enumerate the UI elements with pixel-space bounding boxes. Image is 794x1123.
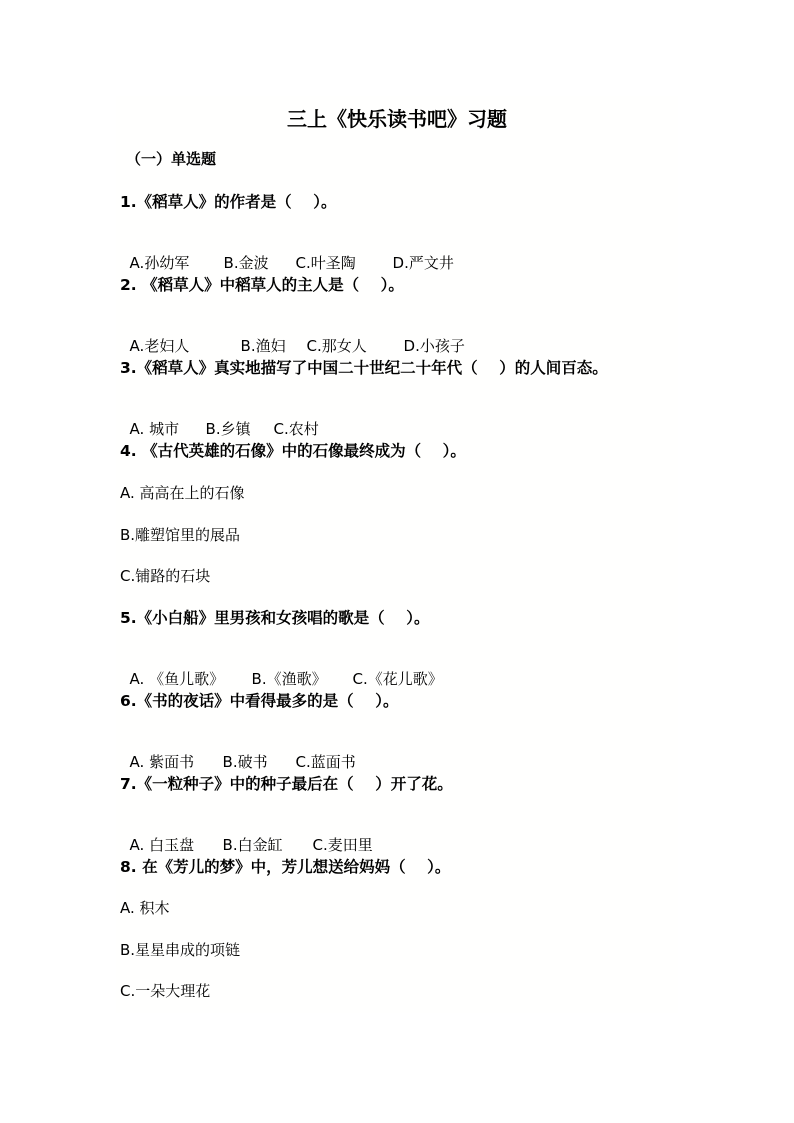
question-8-option-c: C.一朵大理花	[120, 982, 211, 1000]
option-b: B.白金缸	[222, 836, 283, 854]
option-a: A.老妇人	[129, 337, 190, 355]
question-6: 6.《书的夜话》中看得最多的是（ ）。	[120, 692, 399, 710]
option-b: B.金波	[223, 254, 269, 272]
question-7-options	[120, 815, 373, 855]
question-4: 4. 《古代英雄的石像》中的石像最终成为（ ）。	[120, 442, 466, 460]
option-a: A.孙幼军	[129, 254, 190, 272]
option-c: C.那女人	[306, 337, 367, 355]
option-c: C.农村	[273, 420, 319, 438]
question-2: 2. 《稻草人》中稻草人的主人是（ ）。	[120, 276, 404, 294]
question-1-options	[120, 233, 454, 273]
page-title: 三上《快乐读书吧》习题	[287, 107, 507, 131]
option-a: A. 《鱼儿歌》	[129, 670, 225, 688]
option-b: B.乡镇	[205, 420, 251, 438]
option-b: B.破书	[222, 753, 268, 771]
question-8: 8. 在《芳儿的梦》中，芳儿想送给妈妈（ ）。	[120, 858, 451, 876]
question-8-option-b: B.星星串成的项链	[120, 941, 241, 959]
option-b: B.渔妇	[240, 337, 286, 355]
option-d: D.小孩子	[403, 337, 465, 355]
question-3: 3.《稻草人》真实地描写了中国二十世纪二十年代（ ）的人间百态。	[120, 359, 608, 377]
option-a: A. 紫面书	[129, 753, 195, 771]
option-c: C.蓝面书	[295, 753, 356, 771]
option-a: A. 城市	[129, 420, 180, 438]
option-c: C.叶圣陶	[295, 254, 356, 272]
section-heading: （一）单选题	[126, 150, 217, 168]
question-6-options	[120, 732, 356, 772]
option-c: C.麦田里	[312, 836, 373, 854]
question-1: 1.《稻草人》的作者是（ ）。	[120, 193, 337, 211]
option-b: B.《渔歌》	[251, 670, 327, 688]
question-4-option-a: A. 高高在上的石像	[120, 484, 245, 502]
question-5: 5.《小白船》里男孩和女孩唱的歌是（ ）。	[120, 609, 430, 627]
option-c: C.《花儿歌》	[352, 670, 443, 688]
question-2-options	[120, 316, 465, 356]
option-a: A. 白玉盘	[129, 836, 195, 854]
question-4-option-c: C.铺路的石块	[120, 567, 211, 585]
option-d: D.严文井	[392, 254, 454, 272]
question-7: 7.《一粒种子》中的种子最后在（ ）开了花。	[120, 775, 453, 793]
question-4-option-b: B.雕塑馆里的展品	[120, 526, 241, 544]
question-3-options	[120, 399, 319, 439]
question-8-option-a: A. 积木	[120, 899, 170, 917]
question-5-options	[120, 649, 443, 689]
